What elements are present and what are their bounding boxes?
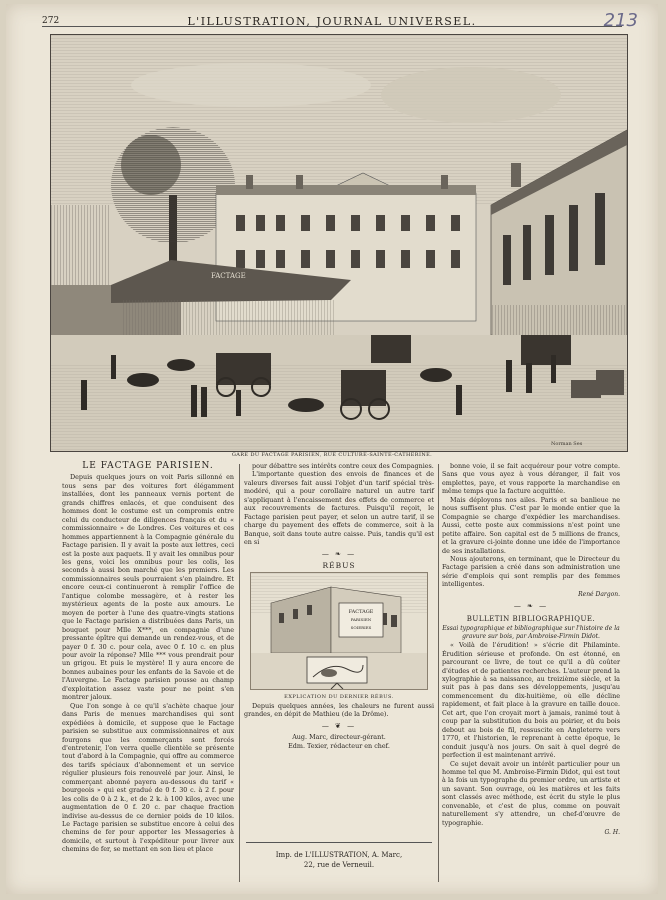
imprint [242,850,436,870]
article-heading: LE FACTAGE PARISIEN. [82,461,214,471]
ornament-divider: — ❧ — [513,602,549,611]
column-2 [244,462,434,751]
ornament-divider: — ❧ — [321,549,357,558]
column-divider [239,464,240,882]
article-paragraph: Que l'on songe à ce qu'il s'achète chaque jour dans Paris de menues marchandises qui sont expédiées à domicile, et suppose que le Factage parisien se substitue aux commissionnaires et aux fourgons que les commerçants sont forcés d'entretenir, l'on verra quelle clientèle se présente tout d'abord à la Compagnie, qui offre au commerce des tarifs spéciaux d'abonnement et un service régulier plusieurs fois renouvelé par jour. Ainsi, le commerçant abonné payera au-dessous du tarif « bourgeois » qui est gradué de 0 f. 30 c. à 2 f. pour les colis de 0 à 2 k., et de 2 k. à 100 kilos, avec une augmentation de 0 f. 20 c. par chaque fraction indivise au-dessus de ce dernier poids de 10 kilos. Le Factage parisien se substitue encore à celui des chemins de fer pour apporter les Messageries à domicile, et surtout à l'expéditeur pour livrer aux chemins de fer, se mettant en son lieu et place [62,701,234,854]
engraving-drawing [51,35,627,451]
journal-title: L'ILLUSTRATION, JOURNAL UNIVERSEL. [187,15,477,28]
engraving-illustration [50,34,628,452]
rebus-sign-line: SOIERIES [350,625,372,631]
biblio-subtitle: Essai typographique et bibliographique sur l'histoire de la gravure sur bois, par Ambroise-Firmin Didot. [442,625,620,641]
ornament-divider: — ❦ — [321,721,357,730]
newspaper-page [6,4,658,894]
imprint-line: 22, rue de Verneuil. [303,861,375,869]
article-paragraph: bonne voie, il se fait acquéreur pour votre compte. Sans que vous ayez à vous déranger, il fait vos emplettes, paye, et vous rapporte la marchandise en même temps que la facture acquittée. [442,462,620,496]
column-divider [438,464,439,882]
biblio-heading: BULLETIN BIBLIOGRAPHIQUE. [466,614,596,623]
article-paragraph: Ce sujet devait avoir un intérêt particulier pour un homme tel que M. Ambroise-Firmin Didot, qui est tout à la fois un typographe du premier ordre, un artiste et un savant. Son ouvrage, où les matières et les faits sont classés avec méthode, est écrit du style le plus convenable, et c'est de plus, comme on pouvait naturellement s'y attendre, un chef-d'œuvre de typographie. [442,759,620,827]
article-paragraph: « Voilà de l'érudition! » s'écrie dit Philaminte. Érudition sérieuse et profonde. On est étonné, en parcourant ce livre, de tout ce qu'il a dû coûter d'études et de patientes recherches. L'auteur prend la xylographie à sa naissance, au treizième siècle, et la suit pas à pas dans ses développements, jusqu'au commencement du dix-huitième, où elle décline rapidement, et fait place à la gravure en taille douce. Cet art, que l'on croyait mort à jamais, ranimé tout à coup par la substitution du bois au poirier, et du bois debout au bois de fil, ressuscite en Angleterre vers 1770, et l'historien, le reprenant à cette époque, le conduit jusqu'à nos jours. On sait à quel degré de perfection il est maintenant arrivé. [442,641,620,760]
page-header [6,12,658,32]
column-1 [62,462,234,854]
credit-editor: Edm. Texier, rédacteur en chef. [288,742,390,751]
engraver-signature: Norman Ses [551,441,583,447]
column-3 [442,462,620,838]
credit-director: Aug. Marc, directeur-gérant. [292,733,386,742]
page-number: 272 [42,16,60,26]
article-paragraph: pour débattre ses intérêts contre ceux des Compagnies. [252,462,434,470]
engraving-caption: GARE DU FACTAGE PARISIEN, RUE CULTURE-SAINTE-CATHERINE. [231,452,433,458]
rebus-drawing [251,573,427,689]
rebus-illustration [250,572,428,690]
article-paragraph: Mais déployons nos ailes. Paris et sa banlieue ne nous suffisent plus. C'est par le monde entier que la Compagnie se charge d'expédier les marchandises. Aussi, cette poste aux commissions n'est point une petite affaire. Son capital est de 5 millions de francs, et la gravure ci-jointe donne une idée de l'importance de ses installations. [442,495,620,555]
rebus-sign-line: FACTAGE [348,609,374,616]
author-signature: René Dargon. [578,590,620,598]
imprint-line: Imp. de L'ILLUSTRATION, A. Marc, [275,851,403,859]
article-paragraph: Nous ajouterons, en terminant, que le Directeur du Factage parisien a créé dans son administration une série d'emplois qui sont remplis par des femmes intelligentes. [442,554,620,589]
rebus-explanation-title: EXPLICATION DU DERNIER RÉBUS. [284,694,394,701]
imprint-rule [246,842,432,843]
rebus-title: RÉBUS [322,560,356,570]
shed-sign: FACTAGE [211,272,246,280]
article-paragraph: L'importante question des envois de finances et de valeurs diverses fait aussi l'objet d'un tarif spécial très-modéré, qui a pour corollaire naturel un autre tarif s'appliquant à l'encaissement des effets de commerce et aux recouvrements de factures. Puisqu'il reçoit, le Factage parisien peut payer, et selon un autre tarif, il se charge du payement des effets de commerce, soit à la Banque, soit dans toute autre caisse. Puis, tandis qu'il est en si [244,470,434,547]
article-paragraph: Depuis quelques jours on voit Paris sillonné en tous sens par des voitures fort élégamment installées, dont les panneaux vernis portent de grands chiffres enlacés, et que conduisent des hommes dont le costume est un compromis entre celui du conducteur de diligences français et du « commissionnaire » de Londres. Ces voitures et ces hommes appartiennent à la Compagnie générale du Factage parisien. Il y avait la poste aux lettres, ceci est la poste aux paquets. Il y avait les omnibus pour les gens, voici les omnibus pour les colis, les seconds à aussi bon marché que les premiers. Les commissionnaires seuls pourraient s'en plaindre. Et encore ceux-ci continueront à remplir l'office de l'antique colombe messagère, et à rester les mystérieux agents de la poste aux amours. Le moyen de porter à l'une des quatre-vingts stations que le Factage parisien a distribuées dans Paris, un bouquet pour Mlle X***, en compagnie d'une pressante épître qui demande un rendez-vous, et de payer 0 f. 30 c. pour cela, avec 0 f. 10 c. en plus pour avoir la réponse? Mlle *** vous prendrait pour un grigou. Et puis le mystère! Il y aura encore de bonnes aubaines pour les enfants de la Savoie et de l'Auvergne. Le Factage parisien pousse au champ d'exploitation assez vaste pour ne point s'en montrer jaloux. [62,473,234,702]
rebus-explanation: Depuis quelques années, les chaleurs ne furent aussi grandes, en dépit de Mathieu (de la Drôme). [244,701,434,719]
header-rule [42,26,622,27]
rebus-sign-line: PARISIEN [350,617,372,623]
handwritten-number: 213 [603,10,638,31]
author-signature: G. H. [604,829,620,837]
